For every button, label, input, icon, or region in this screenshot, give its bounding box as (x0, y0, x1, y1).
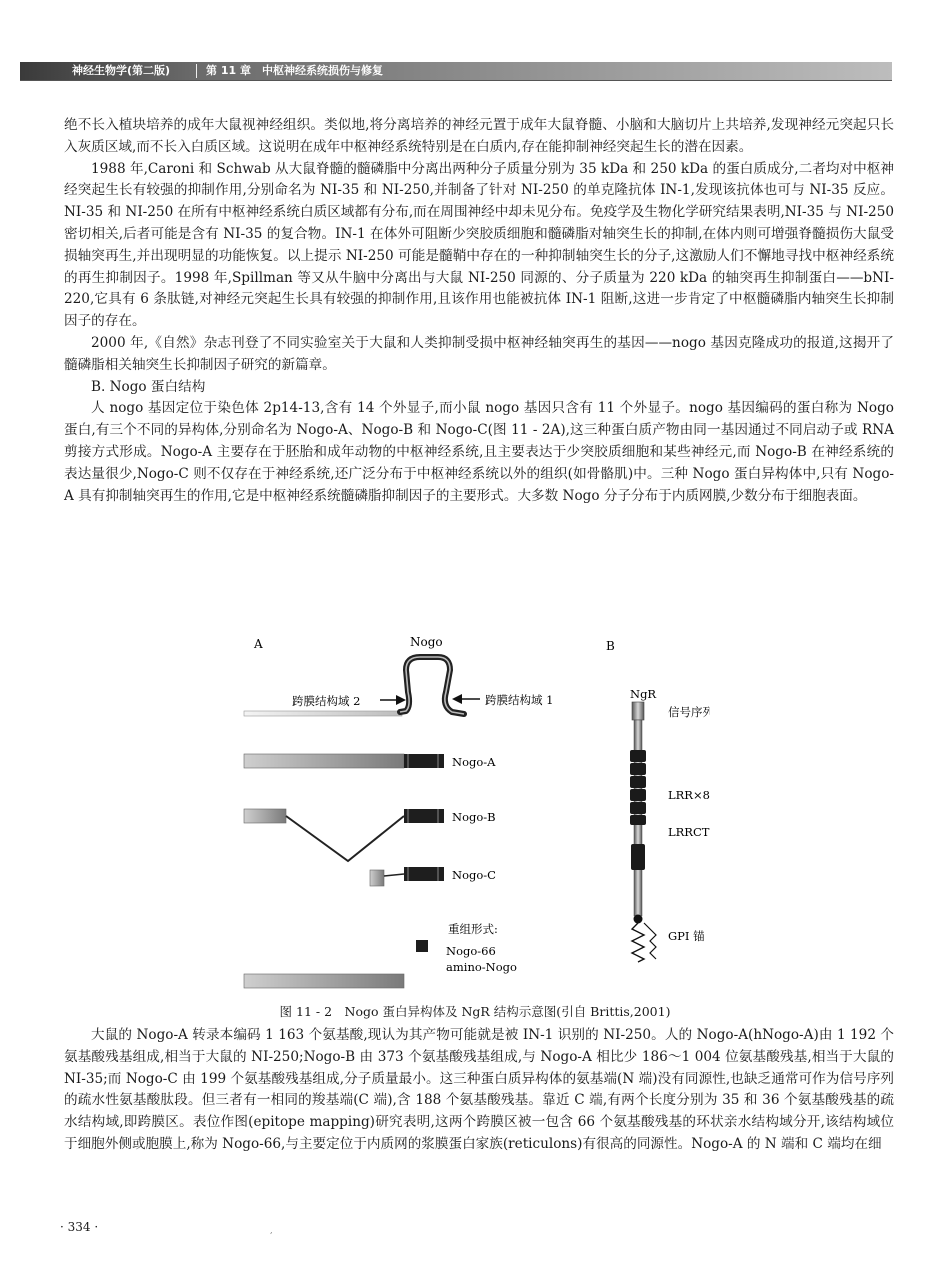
nogo-b-isoform (244, 809, 496, 861)
ngr-signal-sequence (632, 702, 644, 720)
gpi-anchor-zigzag (644, 923, 656, 959)
chapter-title: 第 11 章 中枢神经系统损伤与修复 (206, 64, 383, 77)
recombinant-forms (244, 922, 517, 988)
lrr-repeat (630, 776, 646, 788)
tm1-label: 跨膜结构域 1 (485, 693, 554, 707)
paragraph-ni250: 1988 年,Caroni 和 Schwab 从大鼠脊髓的髓磷脂中分离出两种分子质量分别为 35 kDa 和 250 kDa 的蛋白质成分,二者均对中枢神经突起生长有较强的抑制作用,分别命名为 NI-35 和 NI-250,并制备了针对 NI-250 的单克隆抗体 IN-1,发现该抗体也可与 NI-35 反应。NI-35 和 NI-250 在所有中枢神经系统白质区域都有分布,而在周围神经中却未见分布。免疫学及生物化学研究结果表明,NI-35 与 NI-250 密切相关,后者可能是含有 NI-35 的复合物。IN-1 在体外可阻断少突胶质细胞和髓磷脂对轴突生长的抑制,在体内则可增强脊髓损伤大鼠受损轴突再生,并出现明显的功能恢复。以上提示 NI-250 可能是髓鞘中存在的一种抑制轴突生长的分子,这激励人们不懈地寻找中枢神经系统的再生抑制因子。1998 年,Spillman 等又从牛脑中分离出与大鼠 NI-250 同源的、分子质量为 220 kDa 的轴突再生抑制蛋白——bNI-220,它具有 6 条肽链,对神经元突起生长具有较强的抑制作用,且该作用也能被抗体 IN-1 阻断,这进一步肯定了中枢髓磷脂内轴突生长抑制因子的存在。 (64, 160, 894, 330)
panel-b-label: B (606, 639, 615, 653)
nogo-66-label: Nogo-66 (446, 944, 496, 958)
nogo-c-linker (384, 874, 404, 876)
ngr-receptor (630, 687, 710, 962)
book-title: 神经生物学(第二版) (72, 64, 171, 77)
nogo-c-label: Nogo-C (452, 868, 496, 882)
page-number: · 334 · (60, 1220, 99, 1234)
body-text-top (64, 115, 894, 507)
lrr-repeat (630, 815, 646, 825)
section-heading-nogo-structure: B. Nogo 蛋白结构 (91, 378, 206, 395)
paragraph-nogo-gene: 人 nogo 基因定位于染色体 2p14-13,含有 14 个外显子,而小鼠 nogo 基因只含有 11 个外显子。nogo 基因编码的蛋白称为 Nogo 蛋白,有三个不同的异构体,分别命名为 Nogo-A、Nogo-B 和 Nogo-C(图 11 - 2A),这三种蛋白质产物由同一基因通过不同启动子或 RNA 剪接方式形成。Nogo-A 主要存在于胚胎和成年动物的中枢神经系统,且主要表达于少突胶质细胞和某些神经元,而 Nogo-B 在神经系统的表达量很少,Nogo-C 则不仅存在于神经系统,还广泛分布于中枢神经系统以外的组织(如骨骼肌)中。三种 Nogo 蛋白异构体中,只有 Nogo-A 具有抑制轴突再生的作用,它是中枢神经系统髓磷脂抑制因子的主要形式。大多数 Nogo 分子分布于内质网膜,少数分布于细胞表面。 (64, 400, 894, 504)
body-text-bottom (64, 1025, 894, 1156)
lrr-repeat (630, 763, 646, 775)
paragraph-continuation: 绝不长入植块培养的成年大鼠视神经组织。类似地,将分离培养的神经元置于成年大鼠脊髓、小脑和大脑切片上共培养,发现神经元突起只长入灰质区域,而不长入白质区域。这说明在成年中枢神经系统特别是在白质内,存在能抑制神经突起生长的潜在因素。 (64, 117, 894, 155)
signal-sequence-label: 信号序列 (668, 705, 710, 719)
lrr-repeat (630, 789, 646, 801)
figure-11-2 (230, 632, 710, 997)
nogo-a-n-terminal (244, 754, 404, 768)
tm1-arrow-head (452, 694, 462, 704)
amino-nogo-bar (244, 974, 404, 988)
tm1-annotation (452, 693, 553, 707)
nogo-b-splice-line (286, 816, 404, 861)
lrr-repeat (630, 750, 646, 762)
lrr-label: LRR×8 (668, 788, 710, 802)
paragraph-nogo-a-detail: 大鼠的 Nogo-A 转录本编码 1 163 个氨基酸,现认为其产物可能就是被 IN-1 识别的 NI-250。人的 Nogo-A(hNogo-A)由 1 192 个氨基酸残基组成,相当于大鼠的 NI-250;Nogo-B 由 373 个氨基酸残基组成,与 Nogo-A 相比少 186～1 004 位氨基酸残基,相当于大鼠的 NI-35;而 Nogo-C 由 199 个氨基酸残基组成,分子质量最小。这三种蛋白质异构体的氨基端(N 端)没有同源性,也缺乏通常可作为信号序列的疏水性氨基酸肽段。但三者有一相同的羧基端(C 端),含 188 个氨基酸残基。靠近 C 端,有两个长度分别为 35 和 36 个氨基酸残基的疏水结构域,即跨膜区。表位作图(epitope mapping)研究表明,这两个跨膜区被一包含 66 个氨基酸残基的环状亲水结构域分开,该结构域位于细胞外侧或胞膜上,称为 Nogo-66,与主要定位于内质网的浆膜蛋白家族(reticulons)有很高的同源性。Nogo-A 的 N 端和 C 端均在细 (64, 1027, 894, 1152)
ngr-label: NgR (630, 687, 657, 701)
nogo-a-isoform (244, 754, 496, 769)
nogo-a-label: Nogo-A (452, 755, 496, 769)
nogo-66-loop (400, 657, 464, 714)
nogo-c-isoform (370, 867, 496, 886)
nogo-label: Nogo (410, 635, 443, 649)
gpi-anchor-zigzag (632, 923, 644, 962)
nogo-b-n-terminal (244, 809, 286, 823)
lrrct-domain (631, 844, 645, 870)
gpi-anchor-head (634, 915, 643, 924)
paragraph-nogo-cloning: 2000 年,《自然》杂志刊登了不同实验室关于大鼠和人类抑制受损中枢神经轴突再生的基因——nogo 基因克隆成功的报道,这揭开了髓磷脂相关轴突生长抑制因子研究的新篇章。 (64, 334, 894, 373)
nogo-66-swatch (416, 940, 428, 952)
recombinant-title: 重组形式: (448, 922, 498, 936)
header-divider (196, 64, 197, 78)
lrrct-label: LRRCT (668, 825, 710, 839)
lrr-repeat (630, 802, 646, 814)
running-header (20, 62, 892, 81)
tm2-label: 跨膜结构域 2 (292, 694, 361, 708)
scan-speck: , (270, 1226, 273, 1235)
figure-diagram (230, 632, 710, 997)
gpi-label: GPI 锚 (668, 929, 705, 943)
nogo-b-label: Nogo-B (452, 810, 496, 824)
amino-nogo-label: amino-Nogo (446, 960, 517, 974)
tm2-annotation (292, 694, 406, 708)
tm2-arrow-head (396, 695, 406, 705)
nogo-c-n-terminal (370, 870, 384, 886)
panel-a-label: A (254, 637, 263, 651)
figure-caption: 图 11 - 2 Nogo 蛋白异构体及 NgR 结构示意图(引自 Brittis,2001) (279, 1004, 671, 1019)
nogo-n-terminal-chain (244, 711, 402, 716)
